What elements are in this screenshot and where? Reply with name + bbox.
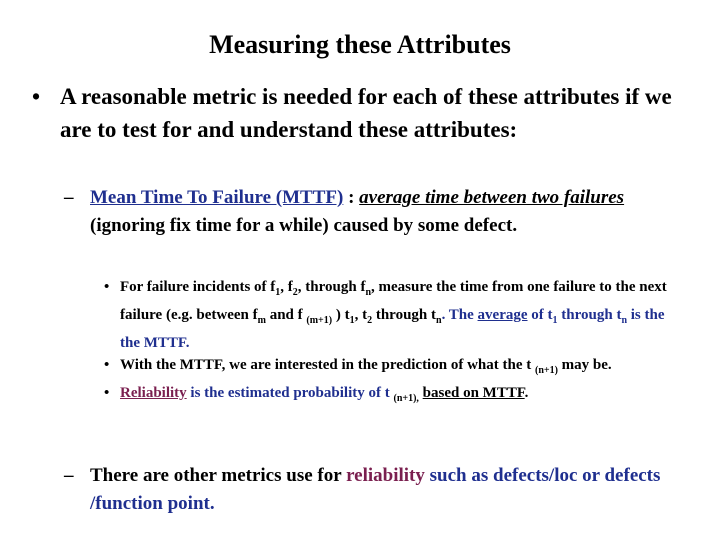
subscript: 2 bbox=[292, 287, 298, 298]
text: . The bbox=[441, 307, 478, 323]
reliability-word: reliability bbox=[346, 465, 425, 486]
sub-bullet-reliability bbox=[104, 382, 684, 410]
text: . bbox=[524, 385, 529, 401]
bullet-mttf bbox=[64, 184, 694, 240]
sub-bullet-failure-incidents bbox=[104, 276, 684, 354]
subscript: (n+1) bbox=[534, 365, 558, 376]
text: , measure the time from one failure to the next failure (e.g. between f bbox=[120, 279, 667, 323]
sub-bullet-marker: • bbox=[104, 385, 110, 401]
text: through t bbox=[372, 307, 436, 323]
sub-bullet-prediction bbox=[104, 354, 684, 382]
subscript: 1 bbox=[552, 315, 558, 326]
bullet-metrics-needed bbox=[32, 80, 692, 146]
subscript: n bbox=[621, 315, 627, 326]
subscript: 1 bbox=[275, 287, 281, 298]
colon: : bbox=[343, 187, 360, 208]
subscript: (n+1), bbox=[393, 393, 419, 404]
text: and f bbox=[265, 307, 307, 323]
based-on-mttf: based on MTTF bbox=[422, 385, 525, 401]
bullet-other-metrics bbox=[64, 462, 694, 518]
text: , f bbox=[280, 279, 293, 295]
dash-marker: – bbox=[64, 465, 74, 486]
text: There are other metrics use for bbox=[90, 465, 347, 486]
subscript: n bbox=[365, 287, 371, 298]
mttf-link[interactable]: Mean Time To Failure (MTTF) bbox=[90, 187, 344, 208]
text: is the estimated probability of t bbox=[186, 385, 394, 401]
subscript: 2 bbox=[367, 315, 373, 326]
reliability-link[interactable]: Reliability bbox=[120, 385, 187, 401]
text: of t bbox=[527, 307, 553, 323]
avg-time-text: average time between two failures bbox=[359, 187, 625, 208]
bullet-marker: • bbox=[32, 84, 41, 109]
bullet-text: A reasonable metric is needed for each of these attributes if we are to test for and understand these attributes: bbox=[60, 84, 672, 142]
text: , through f bbox=[297, 279, 366, 295]
text: ) t bbox=[332, 307, 350, 323]
subscript: n bbox=[436, 315, 442, 326]
text: such as defects/loc or defects /function point. bbox=[90, 465, 661, 514]
sub-bullet-marker: • bbox=[104, 357, 110, 373]
average-word: average bbox=[477, 307, 528, 323]
slide-title: Measuring these Attributes bbox=[209, 30, 511, 59]
text: through t bbox=[557, 307, 622, 323]
text: With the MTTF, we are interested in the prediction of what the t bbox=[120, 357, 535, 373]
mttf-rest: (ignoring fix time for a while) caused by some defect. bbox=[90, 215, 518, 236]
sub-bullet-list bbox=[104, 276, 684, 410]
subscript: m bbox=[257, 315, 266, 326]
text: For failure incidents of f bbox=[120, 279, 276, 295]
other-metrics-text bbox=[90, 462, 694, 518]
text: is the the MTTF. bbox=[120, 307, 665, 351]
mttf-text bbox=[90, 184, 694, 240]
text: , t bbox=[354, 307, 368, 323]
subscript: (m+1) bbox=[306, 315, 333, 326]
dash-marker: – bbox=[64, 187, 74, 208]
text: may be. bbox=[557, 357, 612, 373]
subscript: 1 bbox=[349, 315, 355, 326]
sub-bullet-marker: • bbox=[104, 279, 110, 295]
